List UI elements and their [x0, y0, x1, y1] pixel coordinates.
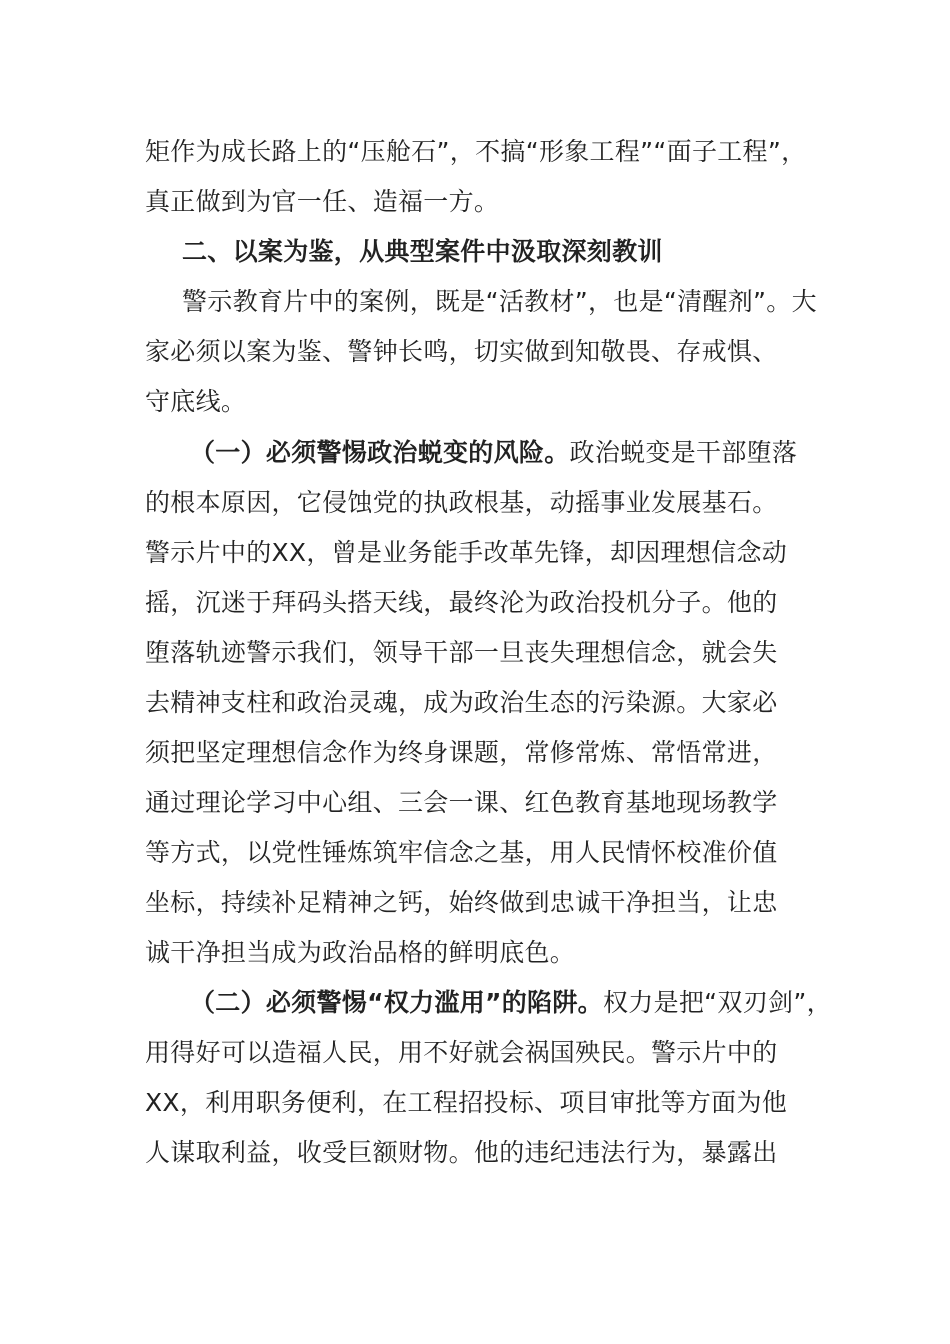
text-line: 等方式，以党性锤炼筑牢信念之基，用人民情怀校准价值	[145, 838, 778, 867]
text-line: 堕落轨迹警示我们，领导干部一旦丧失理想信念，就会失	[145, 638, 778, 667]
text-line: 家必须以案为鉴、警钟长鸣，切实做到知敬畏、存戒惧、	[145, 337, 778, 366]
text-line: 的根本原因，它侵蚀党的执政根基，动摇事业发展基石。	[145, 488, 778, 517]
text-run: 政治蜕变是干部堕落	[569, 438, 798, 467]
text-line: 真正做到为官一任、造福一方。	[145, 187, 500, 216]
text-line: 用得好可以造福人民，用不好就会祸国殃民。警示片中的	[145, 1038, 778, 1067]
text-line: 警示片中的XX，曾是业务能手改革先锋，却因理想信念动	[145, 538, 788, 567]
text-line: 通过理论学习中心组、三会一课、红色教育基地现场教学	[145, 788, 778, 817]
subheading-1: （一）必须警惕政治蜕变的风险。	[190, 438, 570, 467]
text-line: 警示教育片中的案例，既是“活教材”，也是“清醒剂”。大	[182, 287, 817, 316]
text-line: 须把坚定理想信念作为终身课题，常修常炼、常悟常进，	[145, 738, 778, 767]
section-heading: 二、以案为鉴，从典型案件中汲取深刻教训	[182, 237, 663, 266]
paragraph-line	[190, 985, 832, 1021]
paragraph-line	[190, 435, 797, 471]
text-line: 矩作为成长路上的“压舱石”，不搞“形象工程”“面子工程”，	[145, 137, 807, 166]
text-run: 权力是把“双刃剑”，	[602, 988, 832, 1017]
text-line: 守底线。	[145, 387, 247, 416]
subheading-2: （二）必须警惕“权力滥用”的陷阱。	[190, 988, 603, 1017]
text-line: 人谋取利益，收受巨额财物。他的违纪违法行为，暴露出	[145, 1138, 778, 1167]
text-line: XX，利用职务便利，在工程招投标、项目审批等方面为他	[145, 1088, 788, 1117]
text-line: 去精神支柱和政治灵魂，成为政治生态的污染源。大家必	[145, 688, 778, 717]
text-line: 诚干净担当成为政治品格的鲜明底色。	[145, 938, 576, 967]
text-line: 摇，沉迷于拜码头搭天线，最终沦为政治投机分子。他的	[145, 588, 778, 617]
text-line: 坐标，持续补足精神之钙，始终做到忠诚干净担当，让忠	[145, 888, 778, 917]
